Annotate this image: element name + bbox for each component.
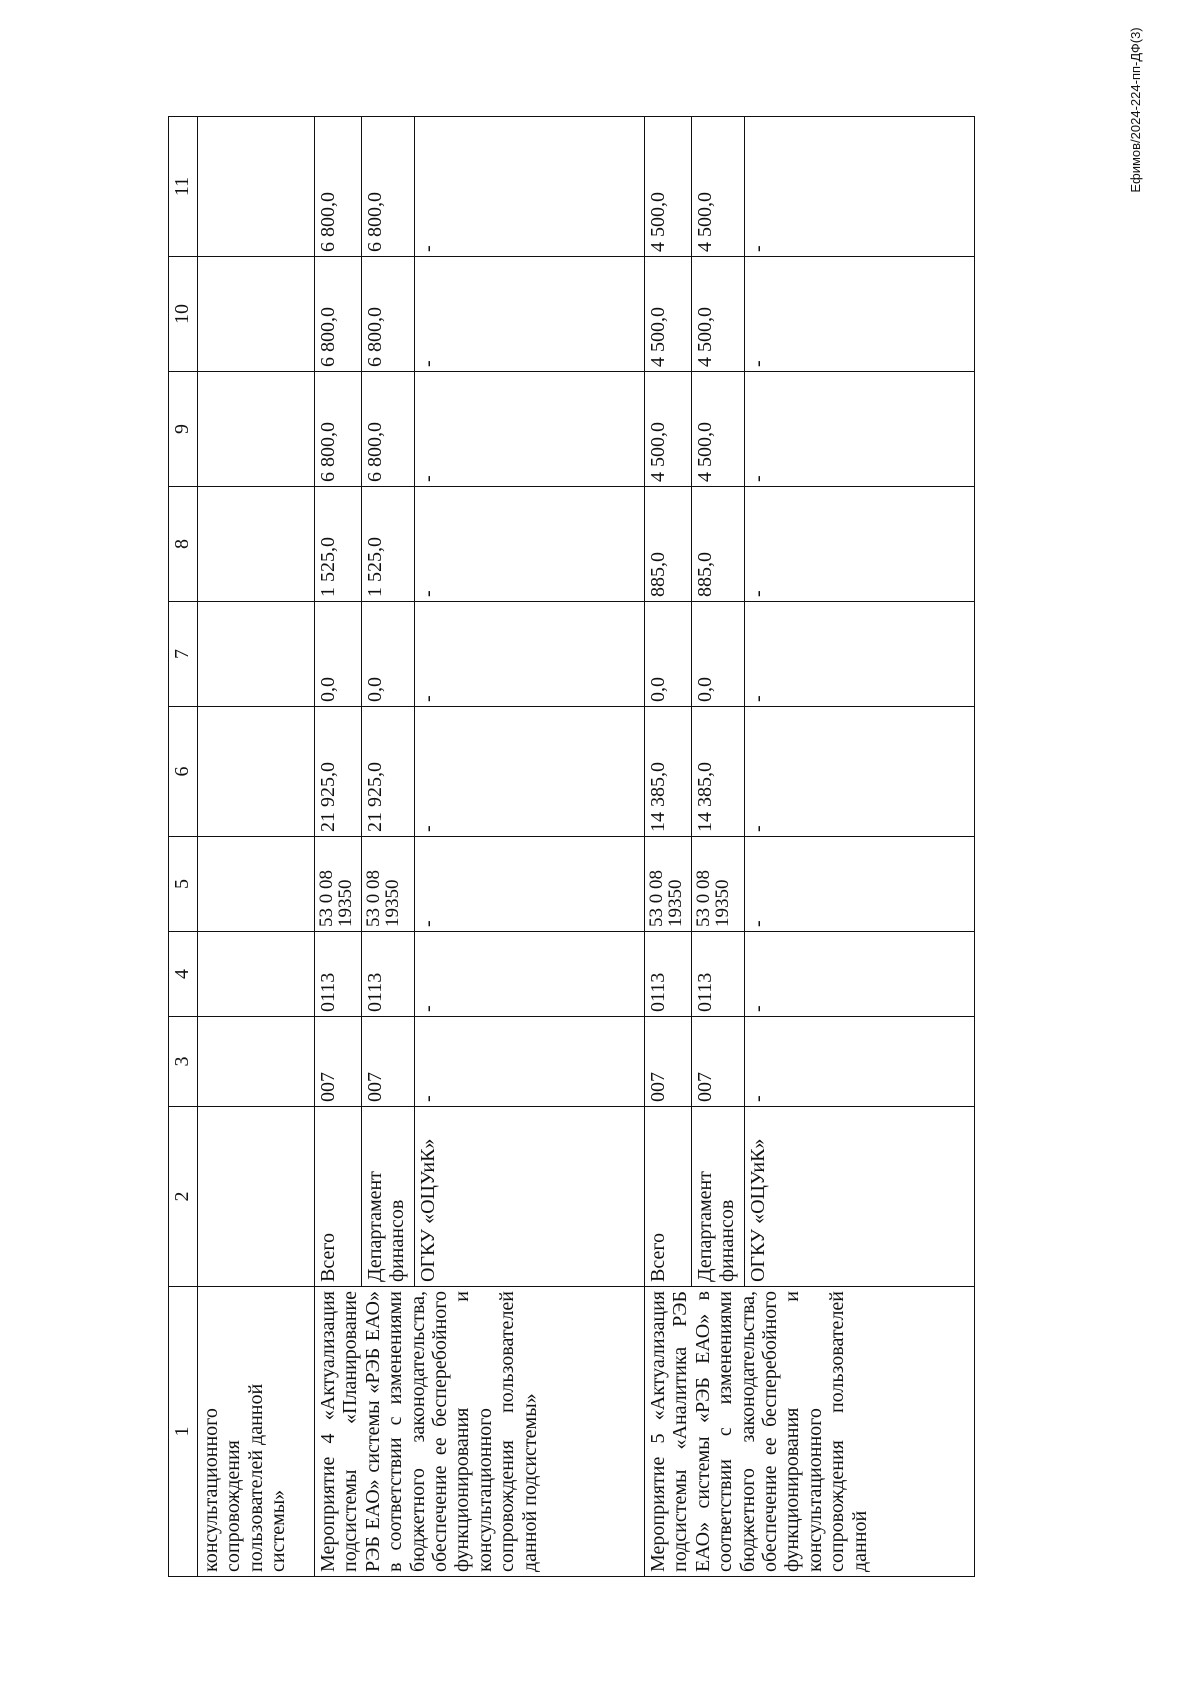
table-row — [315, 117, 362, 1577]
table-cell: - — [415, 837, 645, 932]
table-cell: Всего — [645, 1107, 692, 1287]
table-cell: - — [745, 372, 975, 487]
table-cell — [198, 1017, 315, 1107]
header-cell: 3 — [169, 1017, 198, 1107]
header-cell: 8 — [169, 487, 198, 602]
table-cell — [198, 602, 315, 707]
table-cell: - — [745, 487, 975, 602]
table-cell: - — [745, 837, 975, 932]
table-cell: - — [745, 1017, 975, 1107]
table-cell: - — [415, 707, 645, 837]
table-cell: 0,0 — [362, 602, 415, 707]
table-cell: 6 800,0 — [315, 372, 362, 487]
table-cell: Департамент финансов — [362, 1107, 415, 1287]
table-cell: - — [745, 602, 975, 707]
table-cell: - — [415, 487, 645, 602]
table-cell: 6 800,0 — [315, 257, 362, 372]
table-cell: 885,0 — [645, 487, 692, 602]
header-cell: 9 — [169, 372, 198, 487]
table-row — [645, 117, 692, 1577]
table-cell: - — [415, 117, 645, 257]
table-cell: 885,0 — [692, 487, 745, 602]
table-cell: - — [415, 932, 645, 1017]
table-cell: 53 0 08 19350 — [692, 837, 745, 932]
table-cell: 0,0 — [692, 602, 745, 707]
table-cell: 53 0 08 19350 — [362, 837, 415, 932]
table-cell: 6 800,0 — [315, 117, 362, 257]
header-cell: 5 — [169, 837, 198, 932]
table-cell — [198, 117, 315, 257]
table-cell — [198, 932, 315, 1017]
table-row-continued — [198, 117, 315, 1577]
table-cell: 007 — [315, 1017, 362, 1107]
table-cell: 53 0 08 19350 — [315, 837, 362, 932]
table-cell: 4 500,0 — [645, 257, 692, 372]
table-cell: Департамент финансов — [692, 1107, 745, 1287]
table-cell — [198, 372, 315, 487]
header-cell: 10 — [169, 257, 198, 372]
table-cell: - — [415, 1017, 645, 1107]
table-cell — [198, 837, 315, 932]
budget-table — [168, 116, 975, 1577]
table-cell: ОГКУ «ОЦУиК» — [745, 1107, 975, 1287]
table-cell — [198, 487, 315, 602]
table-cell: - — [415, 257, 645, 372]
table-cell: ОГКУ «ОЦУиК» — [415, 1107, 645, 1287]
table-cell: 6 800,0 — [362, 117, 415, 257]
table-cell: - — [415, 602, 645, 707]
table-cell: 007 — [362, 1017, 415, 1107]
table-cell: 1 525,0 — [362, 487, 415, 602]
table-cell — [198, 257, 315, 372]
table-cell: 53 0 08 19350 — [645, 837, 692, 932]
budget-table-container — [168, 117, 975, 1577]
header-cell: 2 — [169, 1107, 198, 1287]
table-cell: 4 500,0 — [692, 372, 745, 487]
table-cell — [198, 1107, 315, 1287]
table-cell: 0113 — [362, 932, 415, 1017]
table-cell: - — [745, 707, 975, 837]
table-cell: 0113 — [692, 932, 745, 1017]
measure-4-description: Мероприятие 4 «Актуализация подсистемы «Планирование РЭБ ЕАО» системы «РЭБ ЕАО» в соответствии с изменениями бюджетного законодательства, обеспечение ее бесперебойного функционирования и консультационного сопровождения пользователей данной подсистемы» — [315, 1287, 645, 1577]
table-cell: 4 500,0 — [645, 372, 692, 487]
table-cell — [198, 707, 315, 837]
table-cell: 14 385,0 — [692, 707, 745, 837]
header-cell: 1 — [169, 1287, 198, 1577]
table-cell: 007 — [645, 1017, 692, 1107]
table-cell: - — [745, 932, 975, 1017]
table-cell: 0,0 — [645, 602, 692, 707]
table-cell: 1 525,0 — [315, 487, 362, 602]
table-cell: 4 500,0 — [645, 117, 692, 257]
table-cell: 6 800,0 — [362, 257, 415, 372]
table-cell: 0113 — [645, 932, 692, 1017]
table-cell: 007 — [692, 1017, 745, 1107]
table-cell: 21 925,0 — [315, 707, 362, 837]
table-cell: - — [745, 117, 975, 257]
table-cell: 4 500,0 — [692, 117, 745, 257]
table-cell: 0,0 — [315, 602, 362, 707]
header-cell: 4 — [169, 932, 198, 1017]
continued-description-cell: консультационного сопровождения пользователей данной системы» — [198, 1287, 315, 1577]
table-cell: Всего — [315, 1107, 362, 1287]
header-cell: 6 — [169, 707, 198, 837]
page-number — [760, 0, 794, 100]
table-cell: 14 385,0 — [645, 707, 692, 837]
header-cell: 7 — [169, 602, 198, 707]
header-cell: 11 — [169, 117, 198, 257]
table-cell: 6 800,0 — [362, 372, 415, 487]
document-reference-footer: Ефимов/2024-224-пп-ДФ(3) — [1128, 27, 1143, 193]
header-row — [169, 117, 198, 1577]
table-cell: - — [415, 372, 645, 487]
table-cell: 0113 — [315, 932, 362, 1017]
table-cell: 4 500,0 — [692, 257, 745, 372]
table-cell: - — [745, 257, 975, 372]
table-cell: 21 925,0 — [362, 707, 415, 837]
measure-5-description: Мероприятие 5 «Актуализация подсистемы «Аналитика РЭБ ЕАО» системы «РЭБ ЕАО» в соответствии с изменениями бюджетного законодательства, обеспечение ее бесперебойного функционирования и консультационного сопровождения пользователей данной — [645, 1287, 975, 1577]
